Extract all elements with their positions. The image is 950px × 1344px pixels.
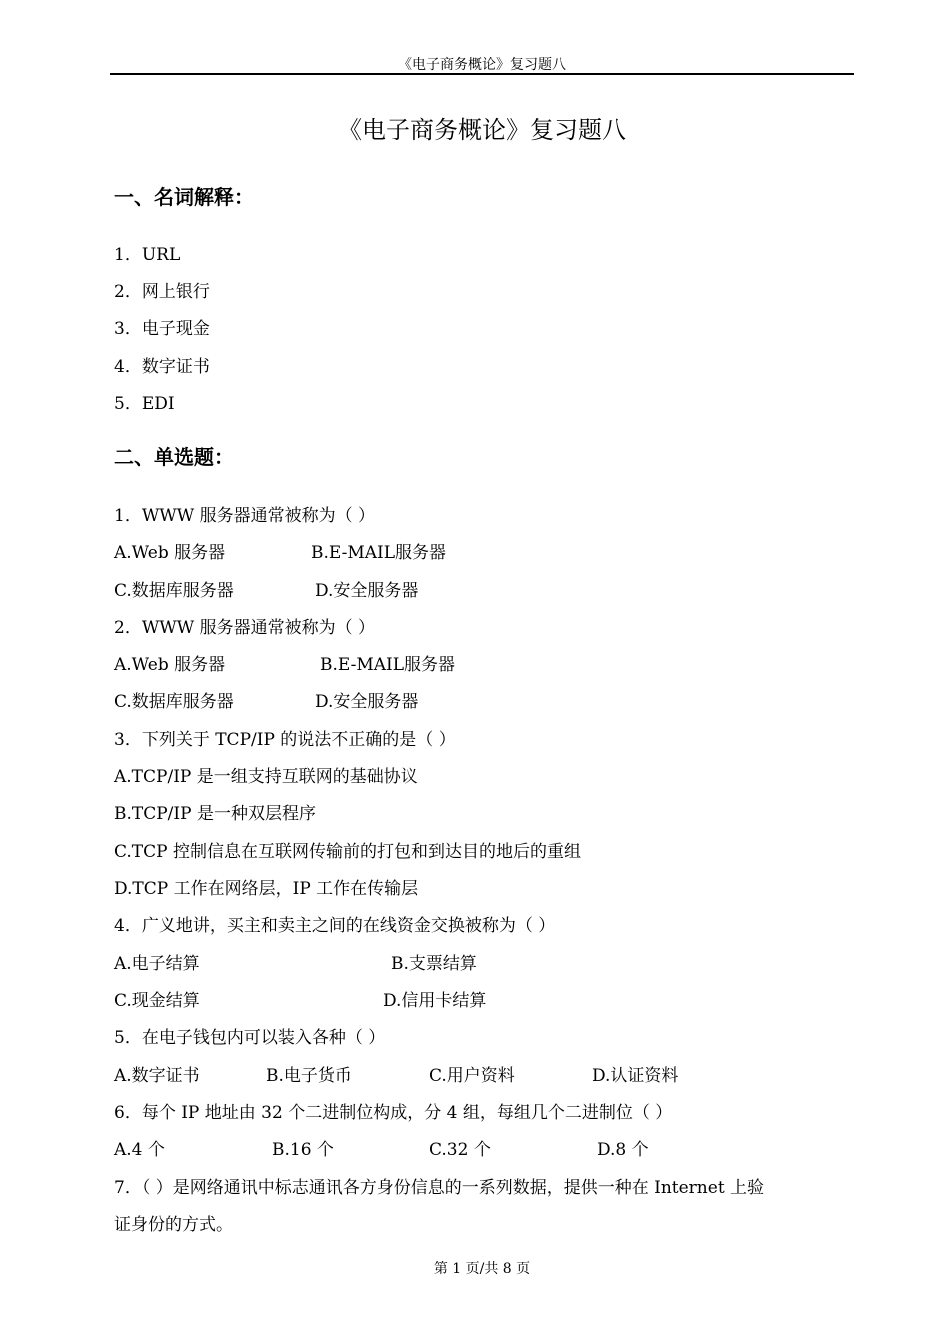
option-b: B.TCP/IP 是一种双层程序: [114, 804, 316, 824]
term-item: 1．URL: [114, 245, 181, 265]
option-a: A.电子结算: [114, 954, 200, 974]
option-d: D.TCP 工作在网络层，IP 工作在传输层: [114, 879, 419, 899]
question-stem: 3．下列关于 TCP/IP 的说法不正确的是（ ）: [114, 730, 456, 750]
option-a: A.数字证书: [114, 1066, 200, 1086]
term-item: 2．网上银行: [114, 282, 210, 302]
option-c: C.TCP 控制信息在互联网传输前的打包和到达目的地后的重组: [114, 842, 581, 862]
option-d: D.安全服务器: [315, 581, 419, 601]
option-c: C.数据库服务器: [114, 581, 234, 601]
option-b: B.电子货币: [266, 1066, 352, 1086]
question-stem: 1．WWW 服务器通常被称为（ ）: [114, 506, 376, 526]
option-a: A.Web 服务器: [114, 543, 226, 563]
section-heading-terms: 一、名词解释：: [114, 185, 254, 209]
page-number: 第 1 页/共 8 页: [433, 1261, 531, 1277]
option-b: B.E-MAIL服务器: [320, 655, 456, 675]
term-item: 3．电子现金: [114, 319, 210, 339]
option-a: A.4 个: [114, 1140, 165, 1160]
option-d: D.认证资料: [592, 1066, 679, 1086]
option-c: C.数据库服务器: [114, 692, 234, 712]
option-d: D.8 个: [597, 1140, 649, 1160]
option-b: B.E-MAIL服务器: [311, 543, 447, 563]
option-a: A.TCP/IP 是一组支持互联网的基础协议: [114, 767, 418, 787]
page-title: 《电子商务概论》复习题八: [338, 116, 626, 144]
term-item: 4．数字证书: [114, 357, 210, 377]
section-heading-single-choice: 二、单选题：: [114, 445, 234, 469]
option-d: D.信用卡结算: [383, 991, 487, 1011]
option-d: D.安全服务器: [315, 692, 419, 712]
option-b: B.支票结算: [391, 954, 477, 974]
option-c: C.现金结算: [114, 991, 200, 1011]
question-stem: 6．每个 IP 地址由 32 个二进制位构成，分 4 组，每组几个二进制位（ ）: [114, 1103, 673, 1123]
option-c: C.用户资料: [429, 1066, 515, 1086]
question-stem: 2．WWW 服务器通常被称为（ ）: [114, 618, 376, 638]
question-stem: 7．（ ）是网络通讯中标志通讯各方身份信息的一系列数据，提供一种在 Internet 上验: [114, 1178, 765, 1198]
option-c: C.32 个: [429, 1140, 491, 1160]
term-item: 5．EDI: [114, 394, 175, 414]
option-a: A.Web 服务器: [114, 655, 226, 675]
header-rule: [110, 73, 854, 75]
question-stem: 5．在电子钱包内可以装入各种（ ）: [114, 1028, 386, 1048]
option-b: B.16 个: [272, 1140, 334, 1160]
question-stem-continuation: 证身份的方式。: [114, 1215, 233, 1235]
question-stem: 4．广义地讲，买主和卖主之间的在线资金交换被称为（ ）: [114, 916, 556, 936]
running-header: 《电子商务概论》复习题八: [398, 57, 566, 73]
